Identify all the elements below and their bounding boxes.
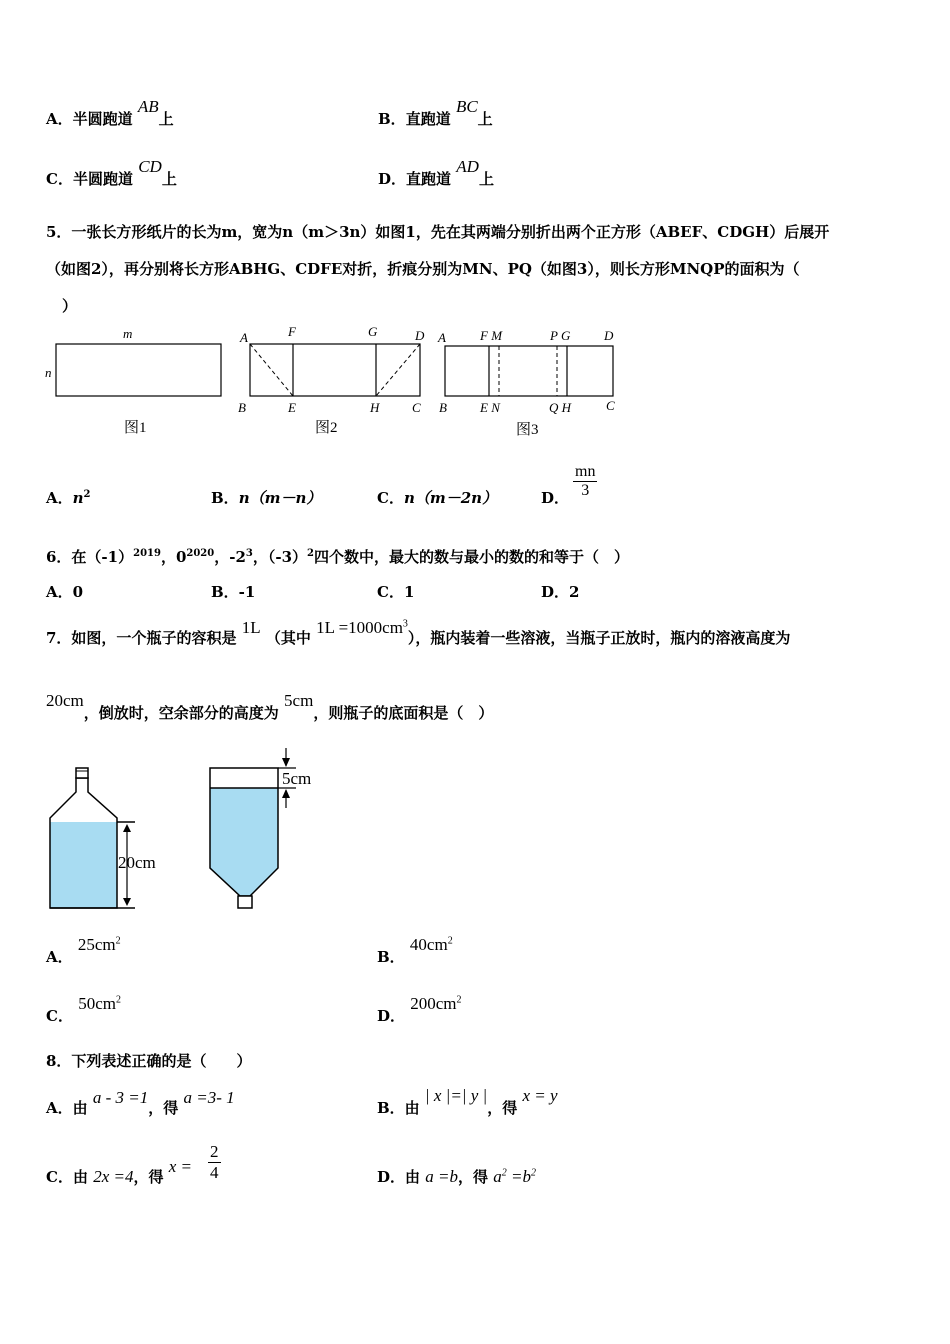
fig3-label-fm: F M xyxy=(480,328,503,343)
fig2-label-e: E xyxy=(288,400,296,415)
fig3-label-a: A xyxy=(438,330,446,345)
fig3-label-c: C xyxy=(606,398,615,413)
q6-option-c[interactable]: C．1 xyxy=(377,583,415,601)
q8-stem: 8．下列表述正确的是（ ） xyxy=(46,1052,252,1070)
fig1-rectangle xyxy=(56,344,221,396)
fig2-label-c: C xyxy=(412,400,421,415)
upright-liquid xyxy=(50,822,117,908)
q8-option-a[interactable]: A．由 a - 3 =1，得 a =3- 1 xyxy=(46,1088,235,1117)
q4-option-a[interactable]: A．半圆跑道 AB上 xyxy=(46,97,174,128)
q6-option-d[interactable]: D．2 xyxy=(541,583,580,601)
q7-stem-line1: 7．如图，一个瓶子的容积是 1L （其中 $1L =1000cm^3$），瓶内装着一些溶液，当瓶子正放时，瓶内的溶液高度为 xyxy=(46,618,791,647)
fig2-label-f: F xyxy=(288,324,296,339)
upright-bottle xyxy=(50,768,156,908)
q8-option-c[interactable]: C．由 2x =4，得 x = xyxy=(46,1157,192,1186)
fig3-label-d: D xyxy=(604,328,614,343)
q8-option-c-fraction: $\frac{2}{4}$ xyxy=(210,1142,219,1182)
fig2-diagonal-ae xyxy=(250,344,293,396)
q5-option-c[interactable]: C．n（m－2n） xyxy=(377,489,498,507)
q5-option-b[interactable]: B．n（m－n） xyxy=(211,489,322,507)
fig3-caption: 图3 xyxy=(516,422,539,438)
fig2-diagonal-dh xyxy=(376,344,420,396)
q5-option-d-fraction: $\frac{mn}{3}$ xyxy=(575,463,596,499)
q8-option-b[interactable]: B．由 | x |=| y |，得 x = y xyxy=(377,1086,558,1117)
fig2-caption: 图2 xyxy=(315,420,338,436)
q5-option-d[interactable]: D． xyxy=(541,489,570,507)
fig3-label-qh: Q H xyxy=(549,400,572,415)
label-5cm: 5cm xyxy=(282,769,312,788)
q6-option-a[interactable]: A．0 xyxy=(46,583,84,601)
fig3-label-b: B xyxy=(439,400,447,415)
q4-option-c[interactable]: C．半圆跑道 CD上 xyxy=(46,157,177,188)
bottle-cap xyxy=(76,768,88,778)
q5-stem-line3: ） xyxy=(62,297,78,315)
fig3-label-en: E N xyxy=(480,400,500,415)
q5-stem-line2: （如图2），再分别将长方形ABHG、CDFE对折，折痕分别为MN、PQ（如图3），则长方形MNQP的面积为（ xyxy=(46,260,800,278)
inverted-cap xyxy=(238,896,252,908)
fig1-caption: 图1 xyxy=(124,420,147,436)
inverted-liquid xyxy=(210,788,278,896)
q5-figure-1 xyxy=(40,322,230,442)
fig1-label-m: m xyxy=(123,326,133,341)
q5-figure-2 xyxy=(232,322,432,442)
fig2-label-g: G xyxy=(368,324,378,339)
q7-stem-line2: 20cm，倒放时，空余部分的高度为 5cm，则瓶子的底面积是（ ） xyxy=(46,691,494,722)
fig1-label-n: n xyxy=(45,365,52,380)
inverted-bottle xyxy=(210,748,311,908)
fig3-label-pg: P G xyxy=(550,328,571,343)
label-20cm: 20cm xyxy=(118,853,156,872)
q4-option-b[interactable]: B．直跑道 BC上 xyxy=(378,97,493,128)
fig2-label-a: A xyxy=(240,330,248,345)
q7-option-b[interactable]: B． $40cm^2$ xyxy=(377,935,453,966)
fig3-rectangle xyxy=(445,346,613,396)
fig2-label-d: D xyxy=(415,328,425,343)
q6-option-b[interactable]: B．-1 xyxy=(211,583,256,601)
fig2-label-h: H xyxy=(370,400,380,415)
q7-option-d[interactable]: D． $200cm^2$ xyxy=(377,994,462,1025)
q6-stem: 6．在$(-1)^{2019}$，$0^{2020}$，$-2^3$，$(-3)^2$四个数中，最大的数与最小的数的和等于（ ） xyxy=(46,548,630,566)
q5-stem-line1: 5．一张长方形纸片的长为m，宽为n（m＞3n）如图1，先在其两端分别折出两个正方形（ABEF、CDGH）后展开 xyxy=(46,223,830,241)
q5-option-a[interactable]: A．$n^2$ xyxy=(46,489,91,507)
q7-option-c[interactable]: C． $50cm^2$ xyxy=(46,994,121,1025)
q7-option-a[interactable]: A． $25cm^2$ xyxy=(46,935,121,966)
q4-option-d[interactable]: D．直跑道 AD上 xyxy=(378,157,494,188)
fig2-label-b: B xyxy=(238,400,246,415)
q5-figure-3 xyxy=(432,322,632,442)
fig2-rectangle xyxy=(250,344,420,396)
q7-bottle-figure xyxy=(40,740,340,920)
q8-option-d[interactable]: D．由 a =b，得 $a^2 =b^2$ xyxy=(377,1167,536,1186)
